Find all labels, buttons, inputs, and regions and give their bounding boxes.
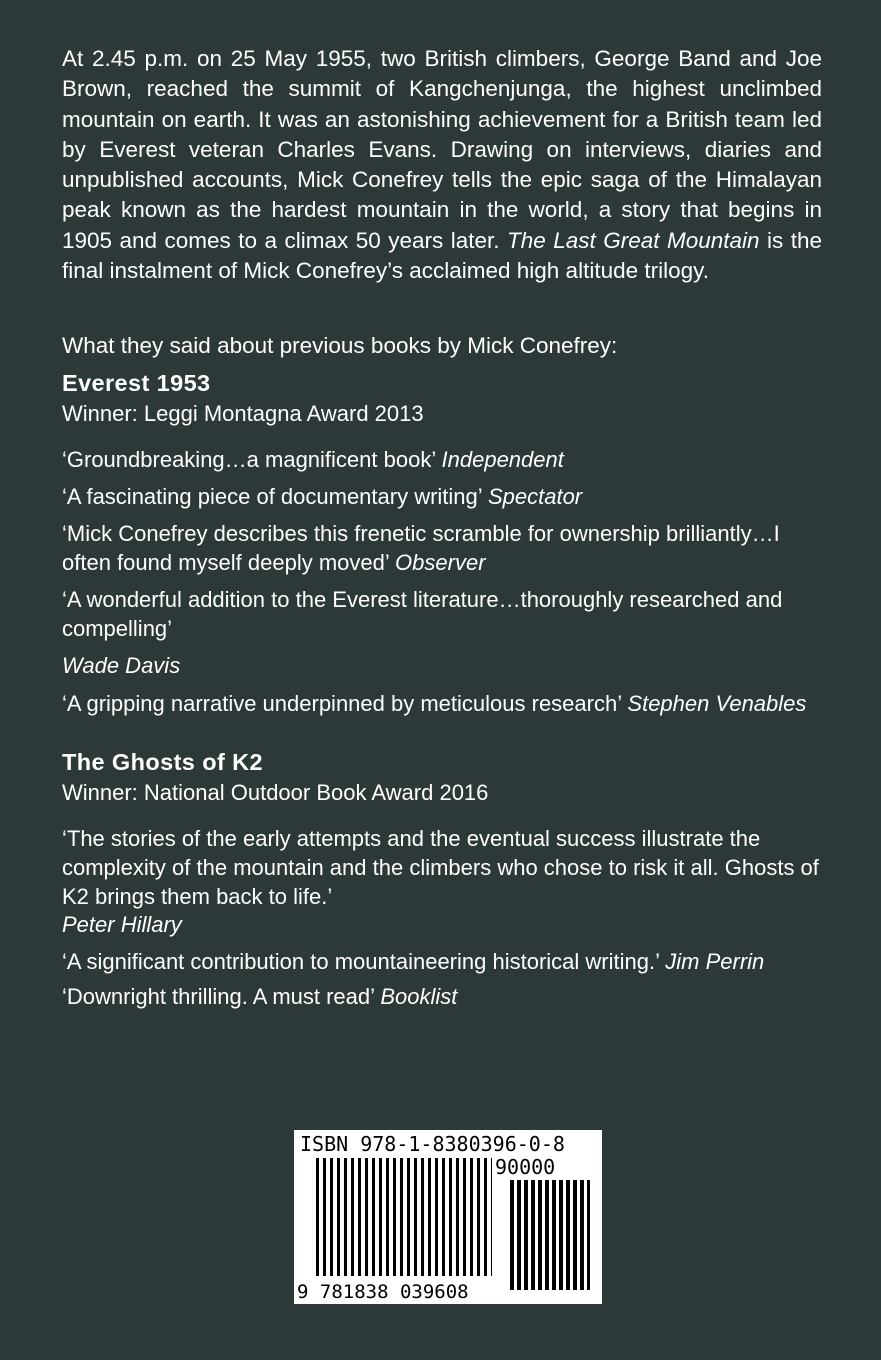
barcode-bar (524, 1180, 528, 1290)
review-quote (62, 519, 822, 577)
review-quote (62, 982, 822, 1011)
quote-text: ‘A gripping narrative underpinned by meticulous research’ (62, 691, 628, 717)
barcode-bar (351, 1158, 354, 1276)
blurb-text-after: is the final instalment of Mick Conefrey’s acclaimed high altitude trilogy. (62, 227, 823, 284)
barcode-bar (323, 1158, 326, 1276)
back-cover-text (62, 44, 822, 1011)
barcode-bar (414, 1158, 417, 1276)
price-code: 90000 (495, 1155, 556, 1179)
barcode-bar (428, 1158, 431, 1276)
barcode-bar (538, 1180, 542, 1290)
barcode-bar (393, 1158, 396, 1276)
barcode-bar (407, 1158, 410, 1276)
quote-source: Peter Hillary (62, 912, 182, 938)
barcode-bar (566, 1180, 570, 1290)
barcode-bar (365, 1158, 368, 1276)
barcode-bar (491, 1158, 492, 1276)
barcode-bar (344, 1158, 347, 1276)
barcode-bar (379, 1158, 382, 1276)
barcode-digits: 9 781838 039608 (297, 1281, 469, 1303)
barcode-bars (316, 1158, 492, 1276)
barcode-bar (587, 1180, 590, 1290)
blurb-book-title: The Last Great Mountain (506, 227, 760, 253)
isbn-barcode (294, 1130, 602, 1304)
quote-source: Stephen Venables (627, 691, 807, 717)
book-title-everest-1953: Everest 1953 (62, 370, 211, 397)
barcode-bar (442, 1158, 445, 1276)
quote-text: ‘Groundbreaking…a magnificent book’ (62, 447, 442, 473)
isbn-label: ISBN 978-1-8380396-0-8 (300, 1132, 565, 1156)
quote-source: Jim Perrin (665, 949, 765, 975)
barcode-bar (484, 1158, 487, 1276)
addon-barcode-bars (510, 1180, 590, 1290)
barcode-bar (386, 1158, 389, 1276)
barcode-bar (330, 1158, 333, 1276)
barcode-bar (456, 1158, 459, 1276)
barcode-bar (449, 1158, 452, 1276)
review-quote (62, 445, 822, 474)
quote-source: Wade Davis (62, 653, 181, 679)
barcode-bar (559, 1180, 563, 1290)
barcode-bar (552, 1180, 556, 1290)
review-quote (62, 689, 822, 718)
barcode-bar (316, 1158, 319, 1276)
quote-source: Spectator (487, 484, 583, 510)
review-quote (62, 482, 822, 511)
quote-text: ‘A wonderful addition to the Everest literature…thoroughly researched and compelling’ (62, 587, 783, 642)
review-quote (62, 585, 822, 643)
barcode-bar (372, 1158, 375, 1276)
barcode-bar (510, 1180, 514, 1290)
barcode-bar (400, 1158, 403, 1276)
barcode-bar (470, 1158, 473, 1276)
barcode-bar (477, 1158, 480, 1276)
book-title-ghosts-of-k2: The Ghosts of K2 (62, 749, 263, 776)
quote-source: Observer (395, 550, 486, 576)
review-quote (62, 947, 822, 976)
blurb-paragraph (62, 44, 822, 286)
quote-text: ‘Mick Conefrey describes this frenetic scramble for ownership brilliantly…I often found myself deeply moved’ (62, 521, 780, 576)
barcode-bar (517, 1180, 521, 1290)
book-award-ghosts-of-k2: Winner: National Outdoor Book Award 2016 (62, 780, 489, 806)
barcode-bar (463, 1158, 466, 1276)
barcode-bar (545, 1180, 549, 1290)
quote-text: ‘A fascinating piece of documentary writing’ (62, 484, 488, 510)
barcode-bar (573, 1180, 577, 1290)
review-quote (62, 824, 822, 911)
quote-text: ‘The stories of the early attempts and the eventual success illustrate the complexity of the mountain and the climbers who chose to risk it all. Ghosts of K2 brings them back to life.’ (62, 826, 819, 910)
barcode-bar (337, 1158, 340, 1276)
barcode-bar (435, 1158, 438, 1276)
reviews-intro: What they said about previous books by Mick Conefrey: (62, 333, 618, 359)
quote-text: ‘Downright thrilling. A must read’ (62, 984, 381, 1010)
barcode-bar (358, 1158, 361, 1276)
barcode-bar (421, 1158, 424, 1276)
blurb-text-before: At 2.45 p.m. on 25 May 1955, two British climbers, George Band and Joe Brown, reached the summit of Kangchenjunga, the highest unclimbed mountain on earth. It was an astonishing achievement for a British team led by Everest veteran Charles Evans. Drawing on interviews, diaries and unpublished accounts, Mick Conefrey tells the epic saga of the Himalayan peak known as the hardest mountain in the world, a story that begins in 1905 and comes to a climax 50 years later. (62, 46, 822, 253)
quote-source: Booklist (380, 984, 458, 1010)
barcode-bar (531, 1180, 535, 1290)
barcode-graphic (294, 1130, 602, 1304)
quote-source: Independent (441, 447, 564, 473)
book-award-everest-1953: Winner: Leggi Montagna Award 2013 (62, 401, 424, 427)
barcode-bar (580, 1180, 584, 1290)
quote-text: ‘A significant contribution to mountaineering historical writing.’ (62, 949, 666, 975)
